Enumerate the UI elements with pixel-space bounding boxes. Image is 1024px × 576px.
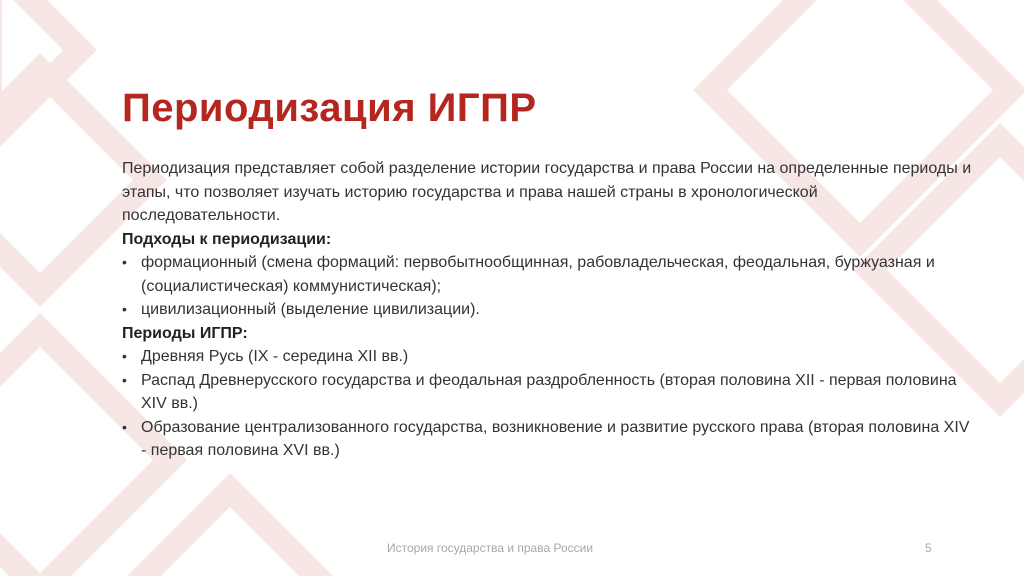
periods-list [122,345,972,463]
bullet-icon: • [122,301,127,317]
list-item [122,369,972,416]
slide-title: Периодизация ИГПР [122,86,537,130]
bullet-icon: • [122,371,127,388]
bullet-icon: • [122,254,127,270]
intro-paragraph: Периодизация представляет собой разделение истории государства и права России на определенные периоды и этапы, что позволяет изучать историю государства и права нашей страны в хронологической последовательности. [122,160,972,224]
slide-content [122,157,972,463]
bullet-icon: • [122,418,127,435]
footer-course-title: История государства и права России [387,541,594,555]
pattern-chevron [120,490,340,576]
approach-text: формационный (смена формаций: первобытнообщинная, рабовладельческая, феодальная, буржуазная и (социалистическая) коммунистическая); [141,254,935,295]
approaches-list [122,251,972,322]
period-text: Распад Древнерусского государства и феодальная раздробленность (вторая половина XII - первая половина XIV вв.) [141,371,957,412]
list-item [122,251,972,298]
list-item [122,345,972,369]
period-text: Древняя Русь (IX - середина XII вв.) [141,348,409,365]
list-item [122,416,972,463]
bullet-icon: • [122,348,127,364]
approaches-heading: Подходы к периодизации: [122,230,332,248]
page-number: 5 [925,541,932,555]
periods-heading: Периоды ИГПР: [122,324,248,342]
period-text: Образование централизованного государства, возникновение и развитие русского права (вторая половина XIV - первая половина XVI вв.) [141,418,970,459]
approach-text: цивилизационный (выделение цивилизации). [141,301,480,318]
list-item [122,298,972,322]
